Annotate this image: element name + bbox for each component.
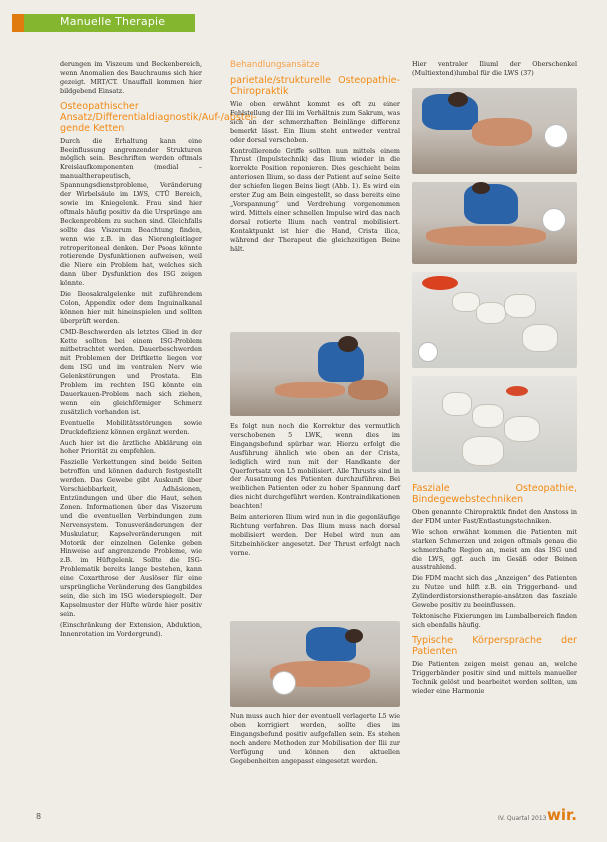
vertebra xyxy=(504,294,536,318)
photo-spine-model-1 xyxy=(412,272,577,368)
patient-legs xyxy=(472,118,532,146)
figure-number-circle xyxy=(542,208,566,232)
section-title: Manuelle Therapie xyxy=(60,15,166,28)
vertebra xyxy=(476,302,506,324)
column-1 xyxy=(60,60,257,640)
col1-p3: CMD-Beschwerden als letztes Glied in der Kette sollten bei einem ISG-Problem mitbetrachtet werden. Dauerbeschwerden mit Problemen der Driftkette liegen vor dem ISG und im ventralen Nerv wie Gelenkstörungen und Prostata. Ein Problem im rechten ISG könnte ein Dauerkauen-Problem nach sich ziehen, wenn ein gleichförmiger Schmerz zusätzlich vorhanden ist. xyxy=(60,327,202,416)
column-2 xyxy=(230,58,400,255)
sacrum xyxy=(522,324,558,352)
col2-p4: Beim anterioren Ilium wird nun in die gegenläufige Richtung verfahren. Das Ilium muss nach dorsal mobilisiert werden. Der Hebel wird nun am Sitzbeinhöcker angesetzt. Der Thrust erfolgt nach vorne. xyxy=(230,513,400,557)
col2-heading-2: parietale/strukturelle Osteopathie-Chiropraktik xyxy=(230,75,400,97)
col3-p5: Die Patienten zeigen meist genau an, welche Triggerbänder positiv sind und mittels manueller Technik gelöst und bearbeitet werden sollten, um wieder eine Harmonie xyxy=(412,659,577,695)
photo-treatment-3 xyxy=(412,88,577,174)
therapist-head xyxy=(448,92,468,107)
vertebra xyxy=(504,416,540,442)
col3-p2: Wie schon erwähnt kommen die Patienten mit starken Schmerzen und zeigen oftmals genau die schmerzhafte Region an, meist am das ISG und die LWS, ggf. auch im Gesäß oder Beinen ausstrahlend. xyxy=(412,527,577,572)
page-number: 8 xyxy=(36,812,42,821)
pointing-hand xyxy=(422,276,458,290)
therapist-head xyxy=(345,629,363,643)
col1-p2: Die Ileosakralgelenke mit zuführendem Colon, Appendix oder dem Inguinalkanal können hier mit hineinspielen und sollten überprüft werden. xyxy=(60,290,202,325)
therapist-head xyxy=(338,336,358,352)
patient-body xyxy=(275,382,345,398)
col2-p2: Kontrollierende Griffe sollten nun mittels einem Thrust (Impulstechnik) das Ilium wieder in die korrekte Position reponieren. Dies geschieht beim anteriosen Ilium, so dass der Patient auf seine Seite der schiefen liegen Beins liegt (Abb. 1). Es wird ein erster Zug am Bein eingestellt, so dass bereits eine „Vorspannung“ und Verdrehung vorgenommen wird. Mittels einer schnellen Impulse wird das nach dorsal rotierte Ilium nach ventral mobilisiert. Kontaktpunkt ist hier die Hand, Crista ilica, während der Therapeut die gleichzeitigen Beine hält. xyxy=(230,146,400,253)
col3-p1: Oben genannte Chiropraktik findet den Anstoss in der FDM unter Fast/Entlastungstechniken. xyxy=(412,508,577,525)
therapist-head xyxy=(472,182,490,194)
patient-body xyxy=(426,226,546,246)
photo-treatment-2 xyxy=(230,621,400,707)
brand-logo: wir. xyxy=(547,806,577,824)
photo-treatment-1 xyxy=(230,332,400,416)
sacrum xyxy=(462,436,504,466)
col2-p3: Es folgt nun noch die Korrektur des vermutlich verschobenen 5 LWK, wenn dies im Eingangsbefund spürbar war. Hierzu erfolgt die Ausführung ähnlich wie oben an der Crista, lediglich wird nun mit der Handkante der Querfortsatz von L5 mobilisiert. Alle Thrusts sind in der Ausatmung des Patienten durchzuführen. Bei weiblichen Patienten oder zu hoher Spannung darf dies nicht durchgeführt werden. Kontraindikationen beachten! xyxy=(230,422,400,511)
col3-heading-2: Typische Körpersprache der Patienten xyxy=(412,634,577,657)
column-2-end xyxy=(230,712,400,767)
col2-heading-1: Behandlungsansätze xyxy=(230,60,320,70)
col3-p3: Die FDM macht sich das „Anzeigen“ des Patienten zu Nutze und hilft z.B. ein Triggerband- und Zylinderdistorsionstherapie-ansätzen das fasziale Gewebe positiv zu beeinflussen. xyxy=(412,574,577,610)
column-3 xyxy=(412,478,577,697)
col2-p1: Wie oben erwähnt kommt es oft zu einer Fehlstellung der Ilii im Verhältnis zum Sakrum, was sich an der schmerzhaften Beinlänge differenz bemerkt lässt. Ein Ilium steht entweder ventral oder dorsal verschoben. xyxy=(230,100,400,144)
col1-p4: Eventuelle Mobilitätsstörungen sowie Druckdefizienz können ergänzt werden. xyxy=(60,418,202,436)
col1-p7: (Einschränkung der Extension, Abduktion, Innenrotation im Vordergrund). xyxy=(60,620,202,638)
issue-label: IV. Quartal 2013 xyxy=(498,815,547,822)
patient-legs xyxy=(348,380,388,400)
column-2-cont xyxy=(230,422,400,560)
col3-heading-1: Fasziale Osteopathie, Bindegewebstechniken xyxy=(412,483,577,505)
col1-p1: Durch die Erhaltung kann eine Beeinflussung angrenzender Strukturen möglich sein. Beschriften werden oftmals Kreislaufkomponenten (medial – manualtherapeutisch, Spannungsdienstprobleme, Veränderung der Wirbelsäule im LWS, CTÜ Bereich, sowie im Kniegelenk. Frau sind hier oftmals häufig positiv da die Ursprünge am Beckenproblem zu suchen sind. Gleichfalls sollte das Viszerum Beachtung finden, wenn wie z.B. in das Nierengleitlager retroperitoneal denken. Der Psoas könnte rotierende Dysfunktionen aufweisen, weil die Niere ein Problem hat, welches sich dann über Dysfunktion des ISG zeigen könnte. xyxy=(60,136,202,288)
col1-p5: Auch hier ist die ärztliche Abklärung ein hoher Priorität zu empfehlen. xyxy=(60,438,202,456)
figure-number-circle xyxy=(544,124,568,148)
photo-spine-model-2 xyxy=(412,376,577,472)
col1-heading: Osteopathischer Ansatz/Differentialdiagnostik/Auf-/abstei- gende Ketten xyxy=(60,100,257,134)
figure-number-circle xyxy=(418,342,438,362)
col3-p-top: Hier ventraler Iliuml der Oberschenkel (Multiextend)lumbal für die LWS (37) xyxy=(412,60,577,77)
column-3-top xyxy=(412,60,577,80)
figure-number-circle xyxy=(272,671,296,695)
vertebra xyxy=(442,392,472,416)
col1-intro: derungen im Viszeum und Beckenbereich, wenn Anomalien des Bauchraums sich hier gezeigt. MRT/CT. Unauffall kommen hier bildgebend Einsatz. xyxy=(60,60,202,95)
col3-p4: Tektonische Fixierungen im Lumbalbereich finden sich ebenfalls häufig. xyxy=(412,611,577,629)
photo-treatment-4 xyxy=(412,182,577,264)
col1-p6: Faszielle Verkettungen sind beide Seiten betroffen und können dadurch festgestellt werden. Das Gewebe gibt Auskunft über Verschiebbarkeit, Adhäsionen, Entzündungen und über die Haut, sehen Zonen. Informationen über das Viszerum und die eventuellen Verbindungen zum Nervensystem. Tonusveränderungen der Muskulatur, Kapselveränderungen mit Motorik der einzelnen Gelenke geben Hinweise auf angrenzende Probleme, wie z.B. im Hüftgelenk. Sollte die ISG-Problematik bereits lange bestehen, kann eine Coxarthrose der Auslöser für eine ursprüngliche Veränderung des Gangbildes sein, die sich im ISG wiederspiegelt. Der Kapselmuster der Hüfte würde hier positiv sein. xyxy=(60,458,202,618)
section-header xyxy=(20,14,195,32)
col2-p5: Nun muss auch hier der eventuell verlagerte L5 wie oben korrigiert werden, sollte dies im Eingangsbefund positiv aufgefallen sein. Es stehen noch andere Methoden zur Mobilisation der Ilii zur Verfügung und können den aktuellen Gegebenheiten angepasst eingesetzt werden. xyxy=(230,712,400,765)
header-accent xyxy=(12,14,24,32)
vertebra xyxy=(472,404,504,428)
pointing-finger xyxy=(506,386,528,396)
